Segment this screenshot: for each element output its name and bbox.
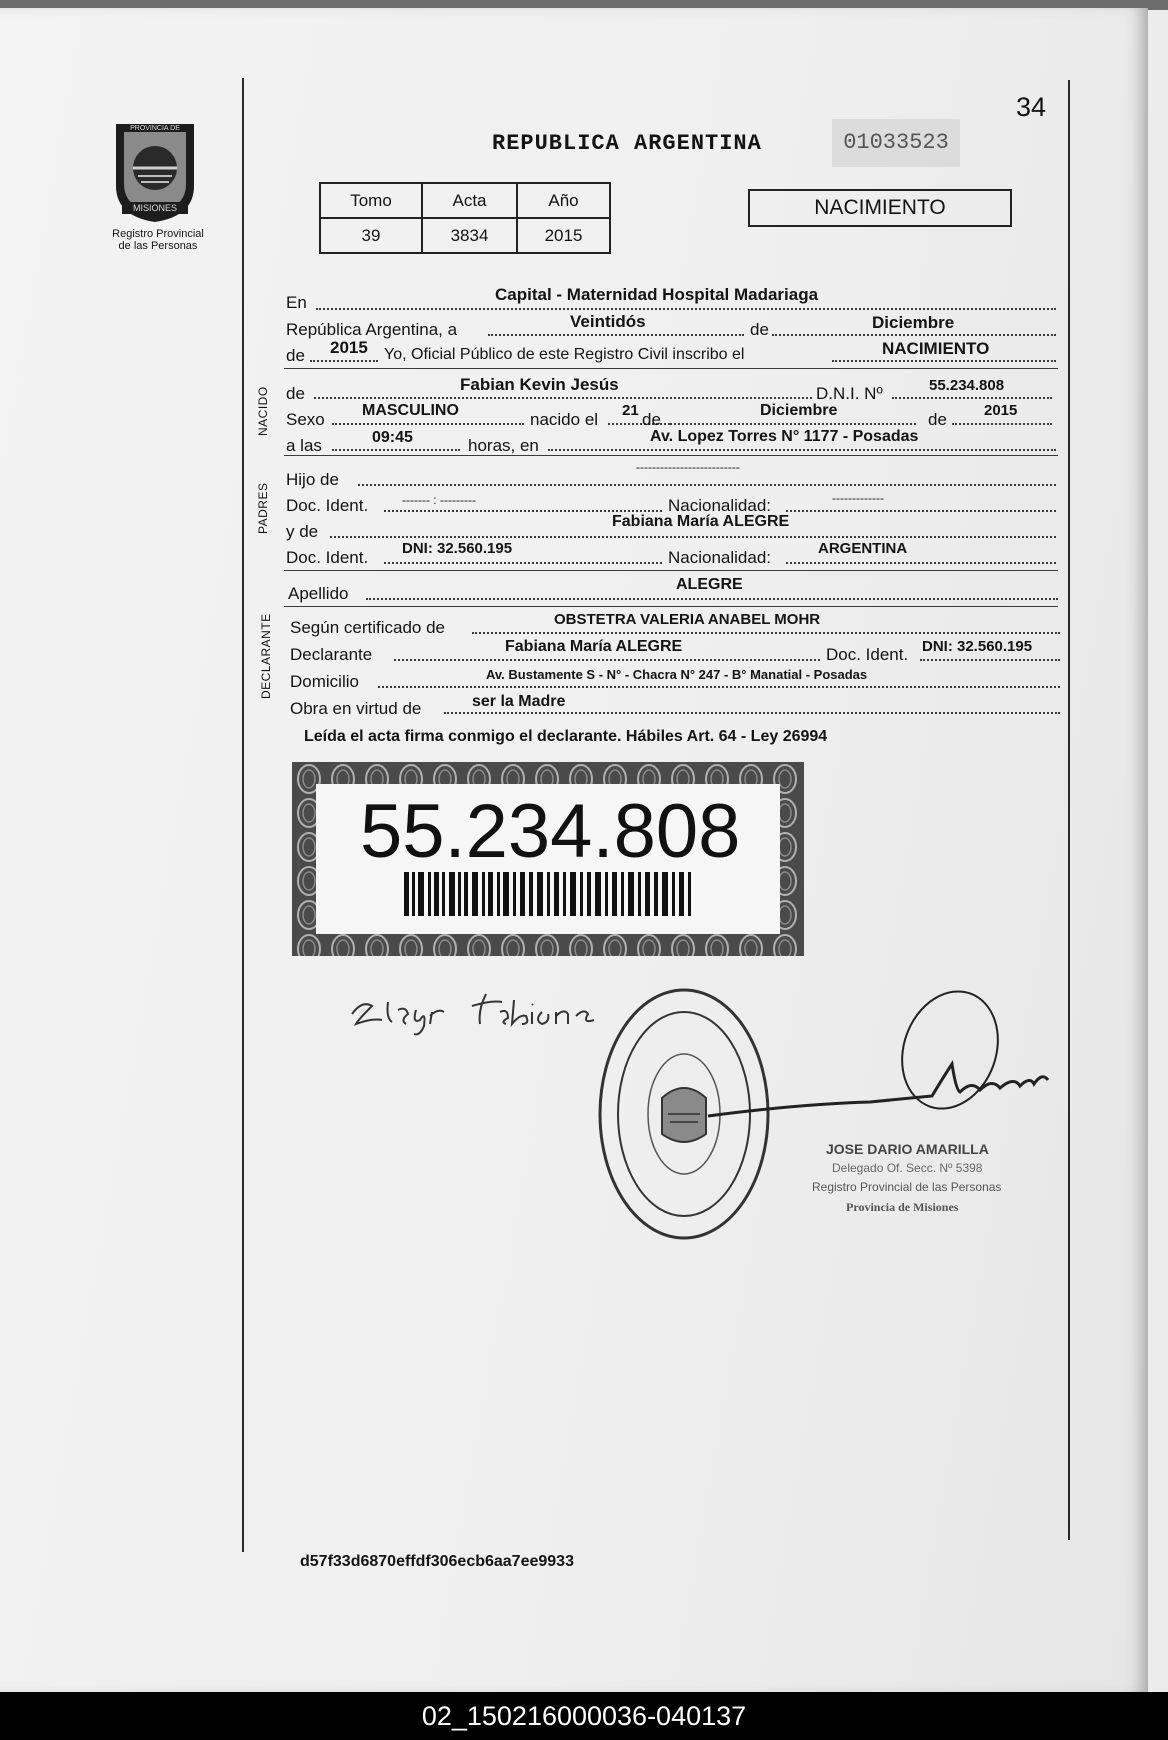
registry-caption-line2: de las Personas xyxy=(118,240,198,252)
obra-dotline xyxy=(444,712,1060,714)
birth-month-dotline xyxy=(670,423,916,425)
month-dotline xyxy=(772,334,1056,336)
birth-year-dotline xyxy=(952,423,1052,425)
place-of-birth: Capital - Maternidad Hospital Madariaga xyxy=(495,285,819,304)
apellido-dotline xyxy=(366,598,1058,600)
birth-year: 2015 xyxy=(984,402,1018,419)
de3-label: de xyxy=(642,410,661,429)
de2-label: de xyxy=(286,346,305,365)
section-divider-1 xyxy=(284,368,1058,369)
registration-year: 2015 xyxy=(330,338,368,357)
anio-value: 2015 xyxy=(517,218,610,253)
registry-caption-line1: Registro Provincial xyxy=(112,228,204,240)
sex-value: MASCULINO xyxy=(362,402,459,419)
nacido-section-label: NACIDO xyxy=(256,386,270,436)
country-title: REPUBLICA ARGENTINA xyxy=(492,131,762,156)
mother-doc: DNI: 32.560.195 xyxy=(402,540,513,557)
father-nationality-blank: ------------- xyxy=(832,491,884,505)
declarante-dotline xyxy=(394,659,820,661)
domicilio-dotline xyxy=(378,686,1060,688)
serial-number: 01033523 xyxy=(832,119,960,167)
province-seal-logo xyxy=(108,116,202,224)
birth-day: 21 xyxy=(622,402,639,419)
officer-signature xyxy=(680,980,1080,1130)
apellido-label: Apellido xyxy=(288,584,349,603)
republica-dotline xyxy=(488,334,744,336)
section-divider-2 xyxy=(284,455,1058,456)
nac2-label: Nacionalidad: xyxy=(668,548,772,567)
declarant-address: Av. Bustamente S - N° - Chacra N° 247 - B° Manatial - Posadas xyxy=(486,667,868,682)
docid-label: Doc. Ident. xyxy=(826,645,909,664)
declarant-reason: ser la Madre xyxy=(472,693,566,710)
officer-name: JOSE DARIO AMARILLA xyxy=(826,1141,989,1157)
doc2-dotline xyxy=(384,562,662,564)
declarante-label: Declarante xyxy=(290,645,373,664)
declarante-section-label: DECLARANTE xyxy=(259,613,273,699)
nac1-label: Nacionalidad: xyxy=(668,496,772,515)
yde-label: y de xyxy=(286,522,319,541)
sexo-dotline xyxy=(332,423,524,425)
nac1-dotline xyxy=(786,510,1056,512)
father-name-blank: -------------------------- xyxy=(636,460,740,474)
officer-office: Registro Provincial de las Personas xyxy=(812,1180,1002,1194)
scan-file-id: 02_150216000036-040137 xyxy=(0,1692,1168,1740)
mother-nationality: ARGENTINA xyxy=(818,540,908,557)
surname-value: ALEGRE xyxy=(676,576,743,593)
birth-time: 09:45 xyxy=(372,429,413,446)
mother-name: Fabiana María ALEGRE xyxy=(612,513,790,530)
officer-role: Delegado Of. Secc. Nº 5398 xyxy=(832,1161,983,1175)
doc1-label: Doc. Ident. xyxy=(286,496,369,515)
inscribo-text: Yo, Oficial Público de este Registro Civil inscribo el xyxy=(384,346,745,363)
doc2-label: Doc. Ident. xyxy=(286,548,369,567)
child-name: Fabian Kevin Jesús xyxy=(460,375,619,394)
hijo-dotline xyxy=(358,484,1056,486)
dni-label: D.N.I. Nº xyxy=(816,384,883,403)
padres-section-label: PADRES xyxy=(256,482,270,534)
svg-text:PROVINCIA DE: PROVINCIA DE xyxy=(130,125,180,132)
address-dotline xyxy=(548,449,1056,451)
right-margin-line xyxy=(1068,80,1070,1540)
name-dotline xyxy=(314,397,812,399)
yde-dotline xyxy=(330,536,1056,538)
left-margin-line xyxy=(242,78,244,1552)
declarant-doc: DNI: 32.560.195 xyxy=(922,638,1033,655)
nacido-el-label: nacido el xyxy=(530,410,599,429)
republica-label: República Argentina, a xyxy=(286,320,458,339)
time-dotline xyxy=(332,449,460,451)
de4-label: de xyxy=(928,410,947,429)
child-dni: 55.234.808 xyxy=(929,377,1005,394)
en-dotline xyxy=(316,308,1056,310)
docid-dotline xyxy=(920,659,1060,661)
officer-province: Provincia de Misiones xyxy=(846,1200,959,1214)
segun-dotline xyxy=(472,632,1060,634)
page-number: 34 xyxy=(1016,92,1047,122)
dni-dotline xyxy=(892,397,1052,399)
declarant-name: Fabiana María ALEGRE xyxy=(505,638,683,655)
certificate-issuer: OBSTETRA VALERIA ANABEL MOHR xyxy=(554,611,821,628)
birth-month: Diciembre xyxy=(760,402,838,419)
father-doc-blank: ------- : --------- xyxy=(402,493,476,507)
registry-caption xyxy=(98,228,218,252)
anio-header: Año xyxy=(517,183,610,218)
birth-address: Av. Lopez Torres N° 1177 - Posadas xyxy=(650,428,919,445)
horas-label: horas, en xyxy=(468,436,539,455)
record-type-box: NACIMIENTO xyxy=(748,189,1012,227)
en-label: En xyxy=(286,293,307,312)
section-divider-4 xyxy=(284,606,1058,607)
section-divider-3 xyxy=(284,570,1058,571)
svg-text:MISIONES: MISIONES xyxy=(132,203,178,213)
inscribo-value: NACIMIENTO xyxy=(882,339,990,358)
hijo-label: Hijo de xyxy=(286,470,339,489)
sticker-dni-number: 55.234.808 xyxy=(360,789,741,874)
record-table xyxy=(319,182,611,254)
domicilio-label: Domicilio xyxy=(290,672,359,691)
segun-label: Según certificado de xyxy=(290,618,445,637)
sexo-label: Sexo xyxy=(286,410,325,429)
registration-month: Diciembre xyxy=(872,313,955,332)
name-de-label: de xyxy=(286,384,305,403)
alas-label: a las xyxy=(286,436,322,455)
obra-label: Obra en virtud de xyxy=(290,699,422,718)
inscribo-dotline xyxy=(832,360,1056,362)
nac2-dotline xyxy=(786,562,1056,564)
de-label: de xyxy=(750,320,769,339)
day-in-words: Veintidós xyxy=(570,312,646,331)
year-dotline xyxy=(310,360,378,362)
tomo-value: 39 xyxy=(320,218,422,253)
document-hash: d57f33d6870effdf306ecb6aa7ee9933 xyxy=(300,1553,574,1570)
closing-statement: Leída el acta firma conmigo el declarante. Hábiles Art. 64 - Ley 26994 xyxy=(304,728,828,745)
acta-header: Acta xyxy=(422,183,517,218)
acta-value: 3834 xyxy=(422,218,517,253)
tomo-header: Tomo xyxy=(320,183,422,218)
doc1-dotline xyxy=(384,510,662,512)
